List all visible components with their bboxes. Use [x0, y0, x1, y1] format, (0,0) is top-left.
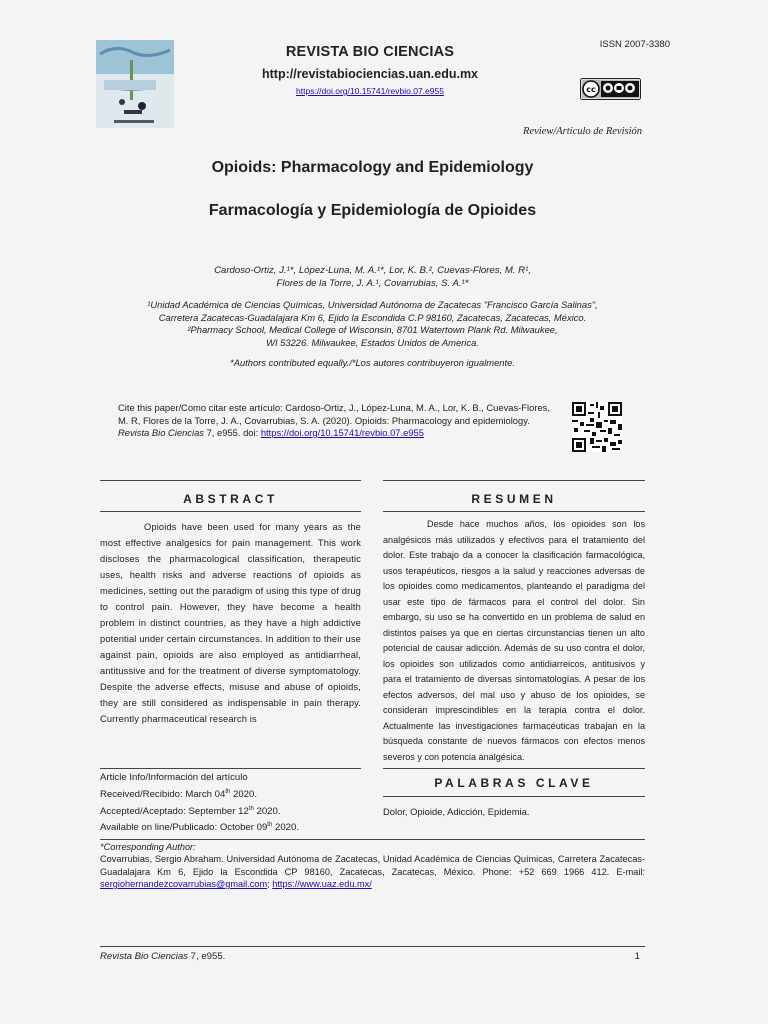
university-website-link[interactable]: https://www.uaz.edu.mx/: [272, 879, 372, 889]
keywords-top-rule: [383, 768, 645, 769]
footer-journal: Revista Bio Ciencias: [100, 951, 188, 962]
journal-url[interactable]: http://revistabiociencias.uan.edu.mx: [261, 67, 479, 81]
equal-contribution-note: *Authors contributed equally./*Los autores contribuyeron igualmente.: [230, 357, 515, 368]
journal-name: REVISTA BIO CIENCIAS: [285, 44, 455, 60]
doi-link-top[interactable]: [240, 86, 500, 96]
corresponding-label: *Corresponding Author:: [100, 842, 196, 852]
citation-label: Cite this paper/Como citar este artículo:: [118, 402, 283, 413]
creative-commons-icon: [580, 78, 641, 100]
citation-text: Cardoso-Ortiz, J., López-Luna, M. A., Lor, K. B., Cuevas-Flores, M. R, Flores de la Torre, J. A., Covarrubias, S. A. (2020). Opioids: Pharmacology and epidemiology.: [118, 402, 550, 426]
keywords-text: Dolor, Opioide, Adicción, Epidemia.: [383, 806, 530, 817]
article-info-rule: [100, 768, 361, 769]
affiliations: [110, 299, 635, 349]
footer-volume: 7, e955.: [187, 951, 226, 962]
received-date: [100, 789, 360, 800]
affiliation-line-4: WI 53226. Milwaukee, Estados Unidos de America.: [266, 336, 479, 348]
published-year: 2020.: [272, 822, 299, 834]
journal-logo: [96, 40, 174, 128]
abstract-bottom-rule: [100, 511, 361, 512]
published-date: [100, 822, 360, 833]
footer-citation: [100, 951, 225, 962]
qr-code-icon: [572, 402, 622, 452]
published-ordinal: th: [267, 822, 273, 828]
section-type: Review/Artículo de Revisión: [523, 126, 642, 137]
citation-doi-link[interactable]: https://doi.org/10.15741/revbio.07.e955: [260, 427, 424, 438]
corresponding-rule: [100, 839, 645, 840]
citation-journal: Revista Bio Ciencias: [118, 427, 204, 438]
article-info-title: Article Info/Información del artículo: [100, 772, 248, 783]
corresponding-text: [100, 853, 645, 891]
page-number: 1: [634, 951, 640, 962]
resumen-heading: RESUMEN: [471, 492, 557, 506]
keywords-heading: PALABRAS CLAVE: [434, 776, 594, 790]
accepted-ordinal: th: [248, 806, 254, 812]
doi-link-text[interactable]: https://doi.org/10.15741/revbio.07.e955: [296, 86, 444, 96]
accepted-label: Accepted/Aceptado: September 12: [100, 806, 249, 818]
resumen-top-rule: [383, 480, 645, 481]
published-label: Available on line/Publicado: October 09: [100, 822, 268, 834]
title-spanish: Farmacología y Epidemiología de Opioides: [208, 202, 537, 219]
citation-block: [118, 402, 558, 440]
accepted-date: [100, 806, 360, 817]
resumen-bottom-rule: [383, 511, 645, 512]
author-line-1: Cardoso-Ortiz, J.¹*, López-Luna, M. A.¹*, Lor, K. B.², Cuevas-Flores, M. R¹,: [214, 265, 531, 276]
author-line-2: Flores de la Torre, J. A.¹, Covarrubias, S. A.¹*: [276, 278, 469, 289]
keywords-bottom-rule: [383, 796, 645, 797]
received-year: 2020.: [230, 789, 258, 801]
received-ordinal: th: [225, 789, 231, 795]
corresponding-separator: ;: [267, 879, 273, 889]
abstract-top-rule: [100, 480, 361, 481]
affiliation-line-1: ¹Unidad Académica de Ciencias Químicas, Universidad Autónoma de Zacatecas "Francisco García Salinas",: [147, 299, 598, 310]
issn: ISSN 2007-3380: [599, 39, 670, 50]
affiliation-line-2: Carretera Zacatecas-Guadalajara Km 6, Ejido la Escondida C.P 98160, Zacatecas, Zacatecas, México.: [158, 311, 587, 323]
title-english: Opioids: Pharmacology and Epidemiology: [211, 159, 534, 176]
corresponding-details: Covarrubias, Sergio Abraham. Universidad Autónoma de Zacatecas, Unidad Académica de Ciencias Químicas, Carretera Zacatecas-Guadalajara Km 6, Ejido la Escondida CP 98160, Zacatecas, Zacatecas, México. Phone: +52 669 1966 412. E-mail:: [100, 854, 645, 877]
citation-volume: 7, e955. doi:: [203, 427, 261, 438]
corresponding-email-link[interactable]: sergiohernandezcovarrubias@gmail.com: [100, 879, 268, 889]
accepted-year: 2020.: [253, 806, 281, 818]
abstract-body: Opioids have been used for many years as the most effective analgesics for pain management. This work discloses the pharmacological classification, therapeutic uses, health risks and adverse reactions of opioids as medicines, setting out the paradigm of using this type of drug to control pain. However, they have become a health problem in distinct countries, as they have a high addictive potential under certain circumstances. In addition to their use against pain, opioids are also employed as antidiarrheal, antitussive and for the treatment of diverse symptomatology. Despite the adverse effects, misuse and abuse of opioids, they are still considered as indispensable in pain therapy. Currently pharmaceutical research is: [100, 522, 361, 724]
affiliation-line-3: ²Pharmacy School, Medical College of Wisconsin, 8701 Watertown Plank Rd. Milwaukee,: [187, 324, 558, 335]
author-list: [130, 264, 615, 290]
svg-text:cc: cc: [586, 85, 596, 94]
resumen-body: Desde hace muchos años, los opioides son los analgésicos más utilizados y efectivos para el tratamiento del dolor. Este trabajo da a conocer la clasificación farmacológica, usos terapéuticos, riesgos a la salud y reacciones adversas de los opioides como medicamentos, planteando el paradigma del usar este tipo de fármacos para el control del dolor. Sin embargo, su uso se ha convertido en un problema de salud en distintos países ya que en ciertas circunstancias tienen un alto potencial de causar adicción. Además de su uso contra el dolor, los opioides son utilizados como antidiarreicos, antitusivos y para el tratamiento de diversas sintomatologías. A pesar de los efectos adversos, del mal uso y abuso de los opioides, se consideran imprescindibles en la terapia contra el dolor. Actualmente las investigaciones farmacéuticas trabajan en la búsqueda constante de nuevos fármacos con efectos menos severos y con potencia analgésica.: [383, 519, 645, 762]
footer-rule: [100, 946, 645, 947]
abstract-heading: ABSTRACT: [183, 492, 278, 506]
received-label: Received/Recibido: March 04: [100, 789, 226, 801]
